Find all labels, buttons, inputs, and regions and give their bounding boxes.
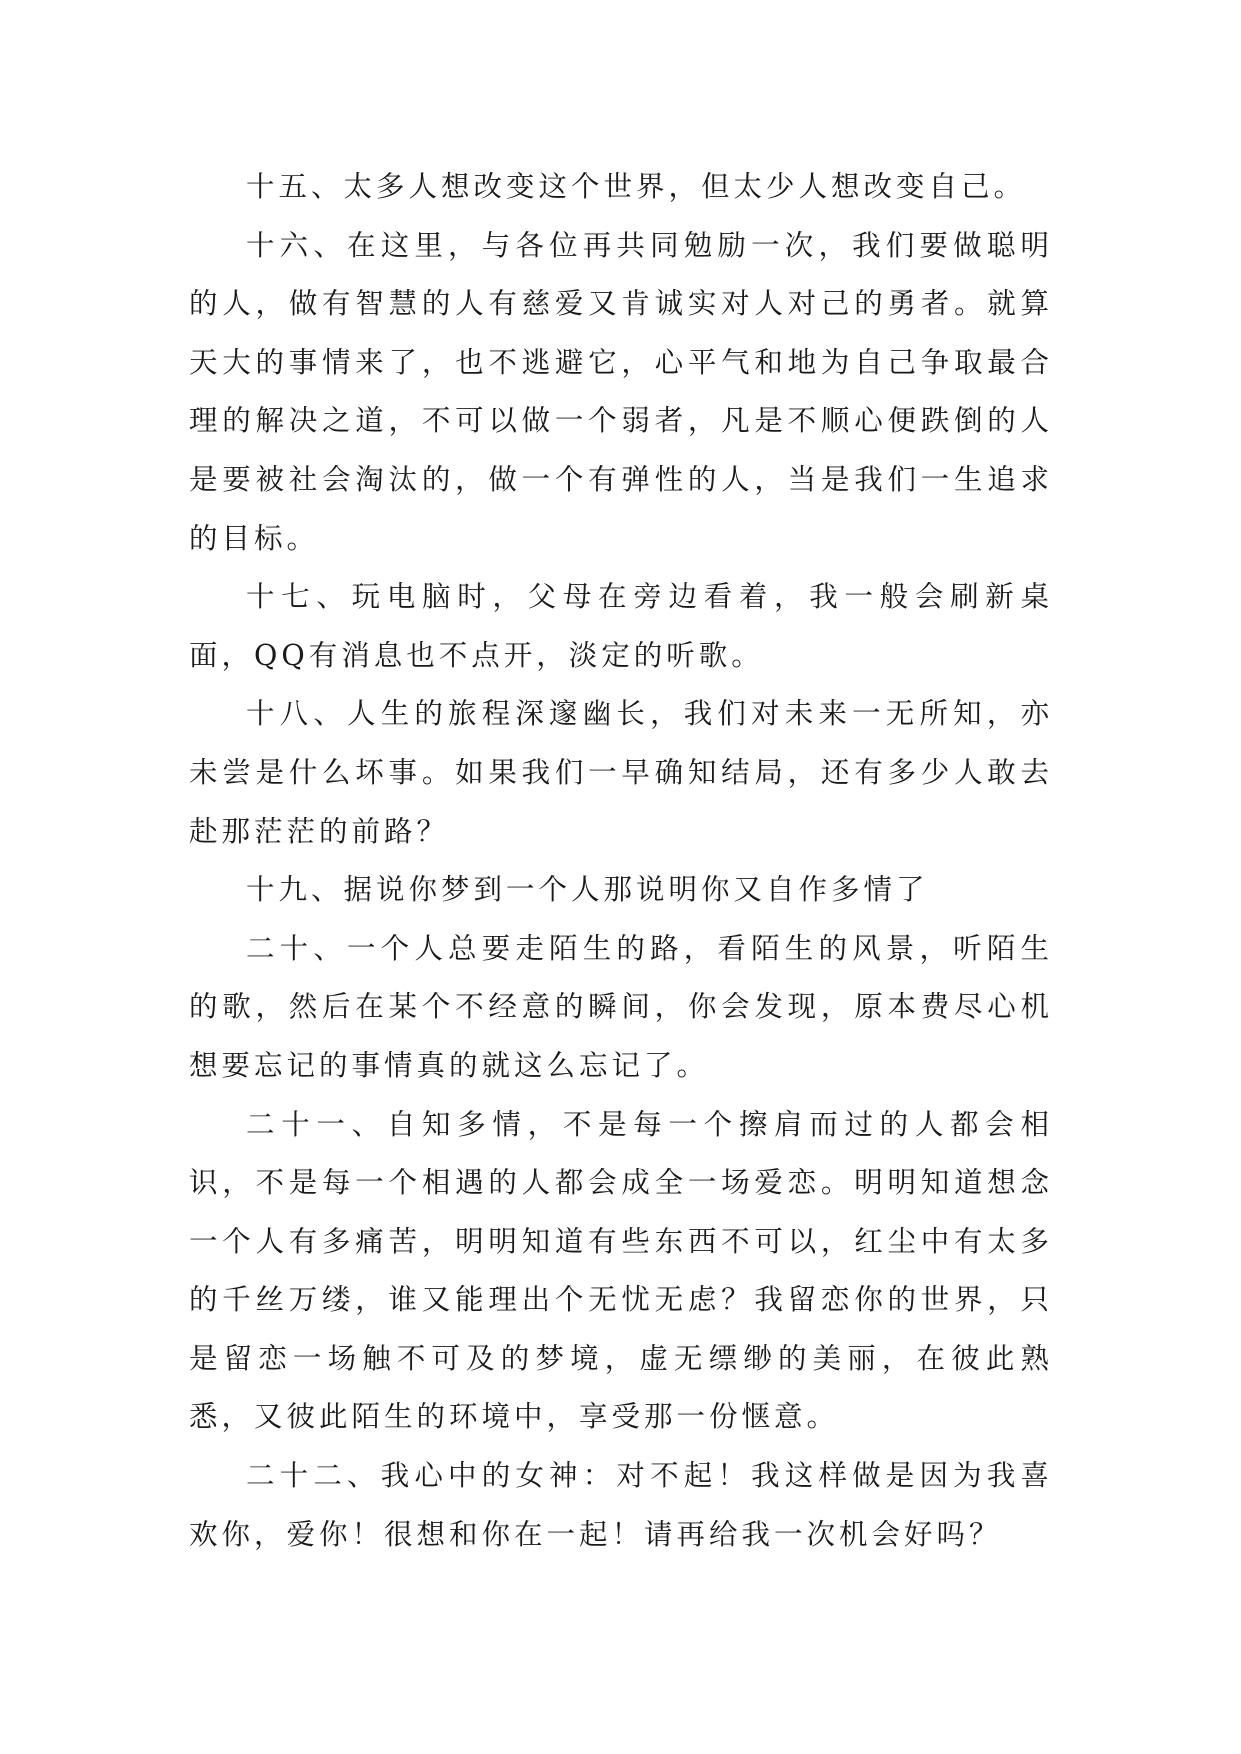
document-body bbox=[189, 158, 1053, 1564]
paragraph-17: 十七、玩电脑时，父母在旁边看着，我一般会刷新桌面，QQ有消息也不点开，淡定的听歌。 bbox=[189, 580, 1053, 672]
paragraph-22: 二十二、我心中的女神：对不起！我这样做是因为我喜欢你，爱你！很想和你在一起！请再给我一次机会好吗？ bbox=[189, 1459, 1053, 1551]
paragraph-19: 十九、据说你梦到一个人那说明你又自作多情了 bbox=[246, 873, 929, 907]
paragraph-18: 十八、人生的旅程深邃幽长，我们对未来一无所知，亦未尝是什么坏事。如果我们一早确知结局，还有多少人敢去赴那茫茫的前路？ bbox=[189, 697, 1053, 848]
paragraph-20: 二十、一个人总要走陌生的路，看陌生的风景，听陌生的歌，然后在某个不经意的瞬间，你会发现，原本费尽心机想要忘记的事情真的就这么忘记了。 bbox=[189, 931, 1053, 1082]
paragraph-16: 十六、在这里，与各位再共同勉励一次，我们要做聪明的人，做有智慧的人有慈爱又肯诚实对人对己的勇者。就算天大的事情来了，也不逃避它，心平气和地为自己争取最合理的解决之道，不可以做一个弱者，凡是不顺心便跌倒的人是要被社会淘汰的，做一个有弹性的人，当是我们一生追求的目标。 bbox=[189, 228, 1053, 555]
paragraph-21: 二十一、自知多情，不是每一个擦肩而过的人都会相识，不是每一个相遇的人都会成全一场爱恋。明明知道想念一个人有多痛苦，明明知道有些东西不可以，红尘中有太多的千丝万缕，谁又能理出个无忧无虑？我留恋你的世界，只是留恋一场触不可及的梦境，虚无缥缈的美丽，在彼此熟悉，又彼此陌生的环境中，享受那一份惬意。 bbox=[189, 1107, 1053, 1434]
paragraph-15: 十五、太多人想改变这个世界，但太少人想改变自己。 bbox=[246, 170, 1027, 203]
